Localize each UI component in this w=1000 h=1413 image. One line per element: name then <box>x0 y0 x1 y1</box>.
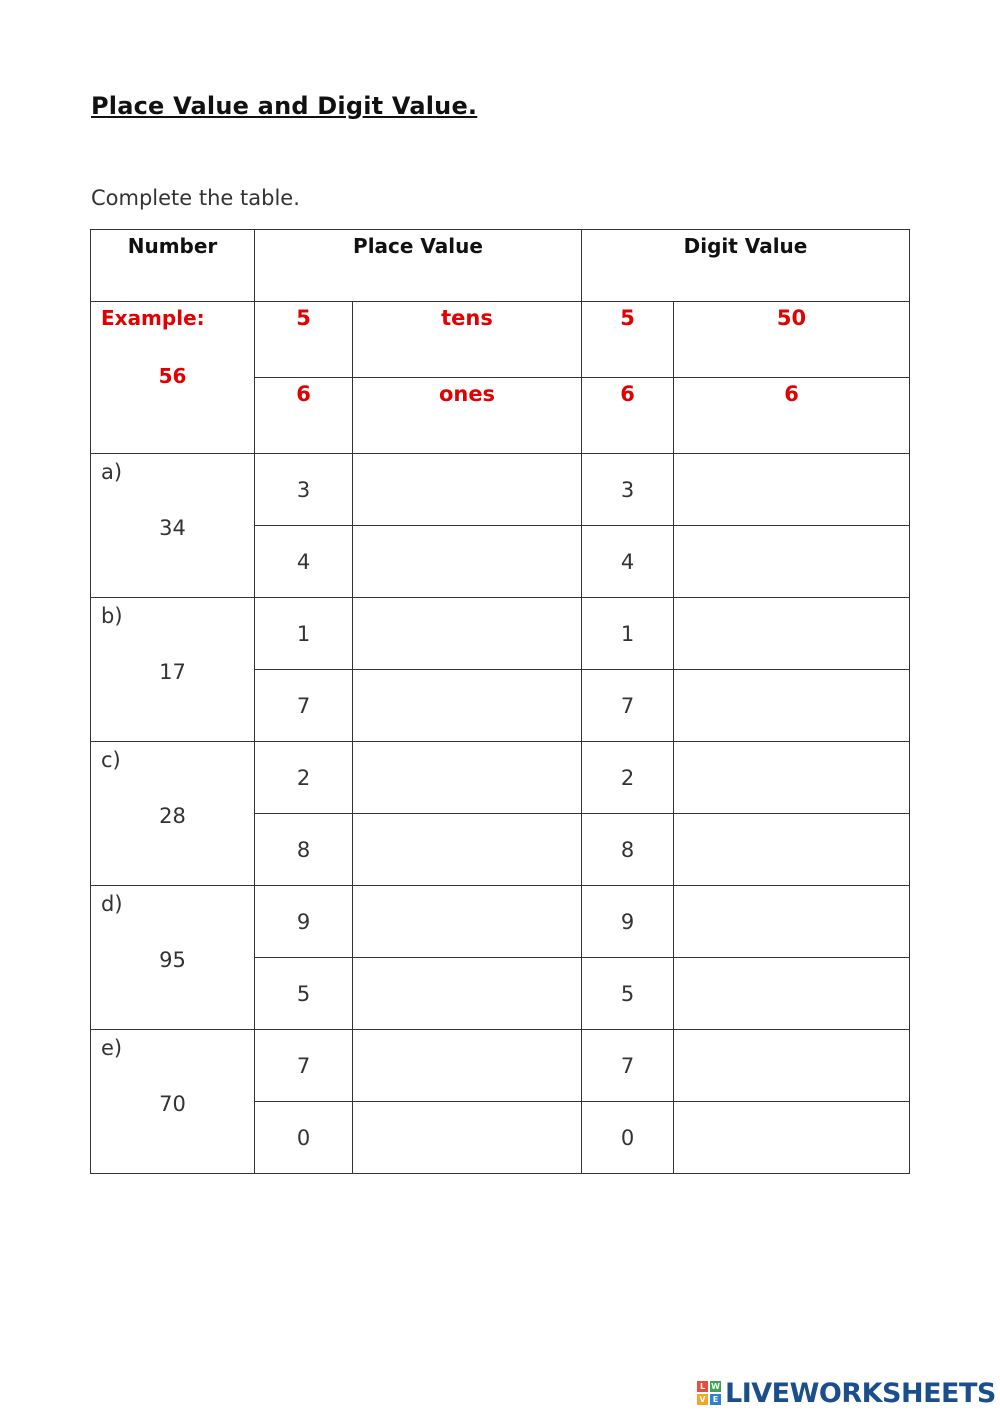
instruction-text: Complete the table. <box>91 186 300 210</box>
item-number-cell <box>91 598 255 742</box>
table-header-row <box>91 230 910 302</box>
place-value-answer-cell[interactable] <box>353 1102 582 1174</box>
digit-cell: 0 <box>255 1102 353 1174</box>
item-number: 95 <box>159 948 186 972</box>
digit-cell: 9 <box>255 886 353 958</box>
digit-cell: 5 <box>582 958 674 1030</box>
logo-icon <box>697 1381 721 1405</box>
digit-cell: 2 <box>255 742 353 814</box>
digit-value-answer-cell[interactable] <box>674 670 910 742</box>
place-value-answer-cell[interactable] <box>353 670 582 742</box>
example-value: 6 <box>674 378 910 454</box>
item-letter: c) <box>101 748 121 772</box>
item-row-b-1 <box>91 598 910 670</box>
item-row-d-1 <box>91 886 910 958</box>
example-value: 50 <box>674 302 910 378</box>
header-place-value: Place Value <box>255 230 582 302</box>
item-number-cell <box>91 742 255 886</box>
example-place: ones <box>353 378 582 454</box>
item-letter: d) <box>101 892 123 916</box>
digit-value-answer-cell[interactable] <box>674 454 910 526</box>
header-digit-value: Digit Value <box>582 230 910 302</box>
header-number: Number <box>91 230 255 302</box>
logo-icon-tile: E <box>710 1394 721 1405</box>
digit-cell: 8 <box>255 814 353 886</box>
digit-cell: 9 <box>582 886 674 958</box>
example-digit2: 6 <box>582 378 674 454</box>
place-value-answer-cell[interactable] <box>353 526 582 598</box>
logo-icon-tile: W <box>711 1382 720 1391</box>
item-row-e-1 <box>91 1030 910 1102</box>
digit-cell: 4 <box>582 526 674 598</box>
worksheet-title: Place Value and Digit Value. <box>91 92 478 120</box>
digit-value-answer-cell[interactable] <box>674 958 910 1030</box>
item-row-c-1 <box>91 742 910 814</box>
example-place: tens <box>353 302 582 378</box>
place-value-answer-cell[interactable] <box>353 454 582 526</box>
item-number: 28 <box>159 804 186 828</box>
example-digit2: 5 <box>582 302 674 378</box>
place-value-answer-cell[interactable] <box>353 742 582 814</box>
example-number: 56 <box>158 364 187 388</box>
item-number: 34 <box>159 516 186 540</box>
digit-cell: 7 <box>582 670 674 742</box>
digit-cell: 1 <box>582 598 674 670</box>
digit-value-answer-cell[interactable] <box>674 814 910 886</box>
item-number: 70 <box>159 1092 186 1116</box>
item-letter: b) <box>101 604 123 628</box>
digit-cell: 8 <box>582 814 674 886</box>
item-number: 17 <box>159 660 186 684</box>
digit-value-answer-cell[interactable] <box>674 526 910 598</box>
place-value-answer-cell[interactable] <box>353 598 582 670</box>
example-number-cell <box>91 302 255 454</box>
digit-value-answer-cell[interactable] <box>674 1030 910 1102</box>
example-digit: 5 <box>255 302 353 378</box>
digit-cell: 7 <box>582 1030 674 1102</box>
logo-text: LIVEWORKSHEETS <box>725 1377 996 1409</box>
item-number-cell <box>91 454 255 598</box>
place-value-answer-cell[interactable] <box>353 1030 582 1102</box>
liveworksheets-logo <box>697 1378 996 1408</box>
digit-value-answer-cell[interactable] <box>674 886 910 958</box>
digit-cell: 3 <box>582 454 674 526</box>
digit-cell: 3 <box>255 454 353 526</box>
digit-cell: 4 <box>255 526 353 598</box>
digit-value-answer-cell[interactable] <box>674 742 910 814</box>
item-number-cell <box>91 886 255 1030</box>
digit-cell: 7 <box>255 1030 353 1102</box>
digit-cell: 7 <box>255 670 353 742</box>
digit-value-answer-cell[interactable] <box>674 1102 910 1174</box>
digit-value-answer-cell[interactable] <box>674 598 910 670</box>
item-letter: a) <box>101 460 123 484</box>
digit-cell: 1 <box>255 598 353 670</box>
digit-cell: 2 <box>582 742 674 814</box>
item-letter: e) <box>101 1036 123 1060</box>
example-digit: 6 <box>255 378 353 454</box>
place-value-answer-cell[interactable] <box>353 886 582 958</box>
place-value-answer-cell[interactable] <box>353 958 582 1030</box>
example-label: Example: <box>101 306 205 330</box>
logo-icon-tile: V <box>697 1394 708 1405</box>
example-row-1 <box>91 302 910 378</box>
item-number-cell <box>91 1030 255 1174</box>
place-value-answer-cell[interactable] <box>353 814 582 886</box>
logo-icon-tile: L <box>697 1381 708 1392</box>
digit-cell: 0 <box>582 1102 674 1174</box>
digit-cell: 5 <box>255 958 353 1030</box>
item-row-a-1 <box>91 454 910 526</box>
place-value-table <box>90 229 910 1174</box>
